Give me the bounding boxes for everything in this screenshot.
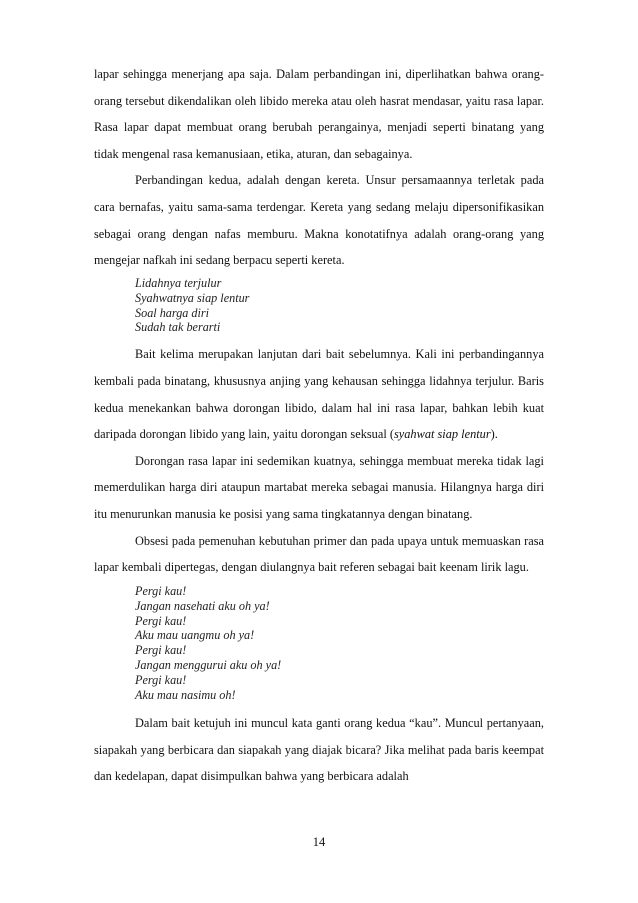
paragraph-3-text-a: Bait kelima merupakan lanjutan dari bait sebelumnya. Kali ini perbandingannya kembali pada binatang, khususnya anjing yang kehausan sehingga lidahnya terjulur. Baris kedua menekankan bahwa dorongan libido, dalam hal ini rasa lapar, bahkan lebih kuat daripada dorongan libido yang lain, yaitu dorongan seksual ( [94, 347, 544, 442]
poem-line: Jangan menggurui aku oh ya! [135, 658, 282, 673]
poem-line: Jangan nasehati aku oh ya! [135, 598, 270, 613]
paragraph-2: Perbandingan kedua, adalah dengan kereta. Unsur persamaannya terletak pada cara bernafas, yaitu sama-sama terdengar. Kereta yang sedang melaju dipersonifikasikan sebagai orang dengan nafas memburu. Makna konotatifnya adalah orang-orang yang mengejar nafkah ini sedang berpacu seperti kereta. [94, 173, 544, 268]
poem-line: Aku mau uangmu oh ya! [135, 628, 255, 643]
poem-line: Pergi kau! [135, 643, 187, 658]
document-page [94, 61, 544, 790]
paragraph-5: Obsesi pada pemenuhan kebutuhan primer dan pada upaya untuk memuaskan rasa lapar kembali dipertegas, dengan diulangnya bait referen sebagai bait keenam lirik lagu. [94, 533, 544, 575]
poem-line: Pergi kau! [135, 583, 187, 598]
poem-line: Soal harga diri [135, 305, 210, 320]
poem-line: Pergi kau! [135, 613, 187, 628]
poem-stanza-5 [135, 276, 544, 336]
paragraph-6: Dalam bait ketujuh ini muncul kata ganti orang kedua “kau”. Muncul pertanyaan, siapakah yang berbicara dan siapakah yang diajak bicara? Jika melihat pada baris keempat dan kedelapan, dapat disimpulkan bahwa yang berbicara adalah [94, 715, 544, 784]
poem-stanza-7 [135, 584, 544, 703]
poem-line: Aku mau nasimu oh! [135, 688, 236, 703]
paragraph-3-italic: syahwat siap lentur [393, 427, 491, 442]
page-number: 14 [312, 835, 326, 849]
poem-line: Sudah tak berarti [135, 320, 221, 335]
poem-line: Syahwatnya siap lentur [135, 290, 250, 305]
paragraph-3-text-b: ). [490, 427, 498, 442]
poem-line: Pergi kau! [135, 673, 187, 688]
poem-line: Lidahnya terjulur [135, 275, 222, 290]
paragraph-1: lapar sehingga menerjang apa saja. Dalam perbandingan ini, diperlihatkan bahwa orang-orang tersebut dikendalikan oleh libido mereka atau oleh hasrat mendasar, yaitu rasa lapar. Rasa lapar dapat membuat orang berubah perangainya, menjadi seperti binatang yang tidak mengenal rasa kemanusiaan, etika, aturan, dan sebagainya. [94, 67, 544, 161]
paragraph-3 [94, 341, 544, 447]
paragraph-4: Dorongan rasa lapar ini sedemikan kuatnya, sehingga membuat mereka tidak lagi memerdulikan harga diri ataupun martabat mereka sebagai manusia. Hilangnya harga diri itu menurunkan manusia ke posisi yang sama tingkatannya dengan binatang. [94, 453, 544, 521]
